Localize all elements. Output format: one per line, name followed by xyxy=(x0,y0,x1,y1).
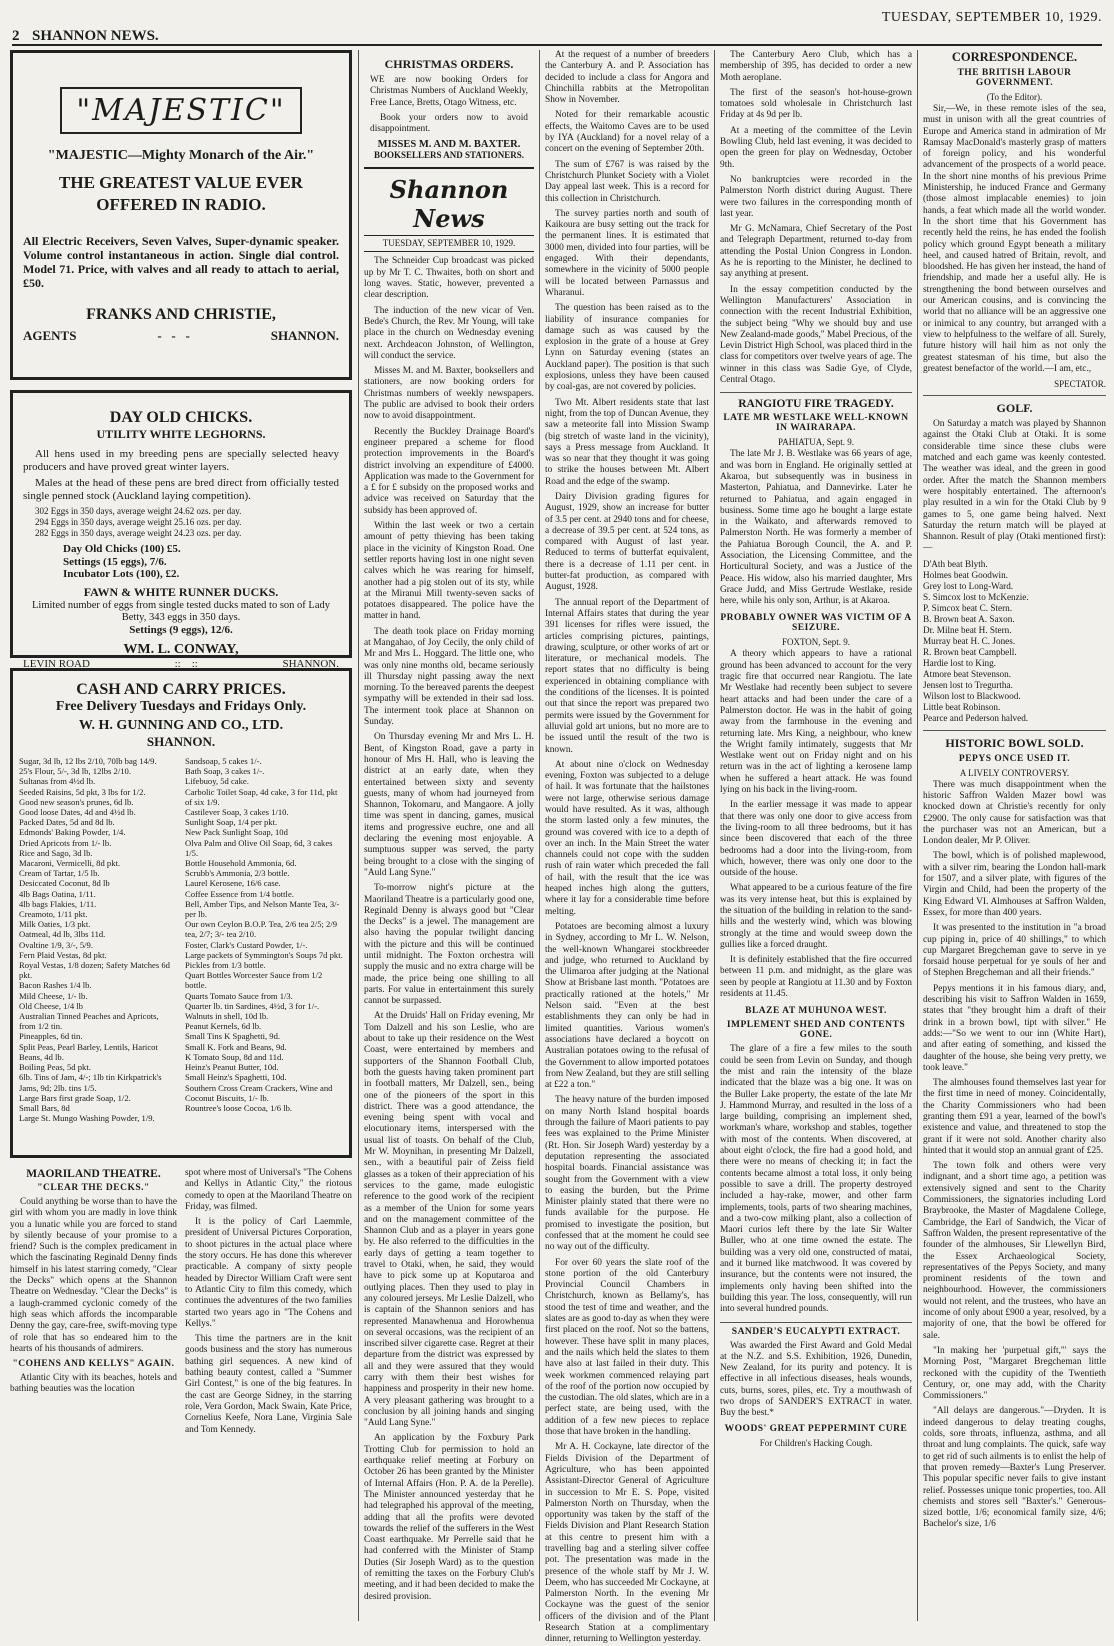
golf-result: P. Simcox beat C. Stern. xyxy=(923,602,1013,613)
owner-dateline: FOXTON, Sept. 9. xyxy=(781,637,851,648)
price-item: Packed Dates, 5d and 8d lb. xyxy=(19,817,115,828)
golf-title: GOLF. xyxy=(923,395,1106,416)
news-paragraph: To-morrow night's picture at the Maoriland Theatre is a particularly good one, Reginald Denny is always good but "Clear the Decks" is a jewel. The management are also having the popular twilight dancing with the picture and this will be continued until midnight. The Foxton orchestra will supply the music and no extra charge will be made, the price being one shilling to all parts. For value in entertainment this surely cannot be surpassed. xyxy=(364,883,534,1007)
price-item: Sugar, 3d lb, 12 lbs 2/10, 70lb bag 14/9. xyxy=(19,756,157,766)
news-paragraph: The death took place on Friday morning at Mangahao, of Joy Cecily, the only child of Mr and Mrs L. Hoggard. The little one, who was only nine months old, became seriously ill Thursday night passing away the next morning. To the bereaved parents the deepest sympathy will be extended in their sad loss. The interment took place at Shannon on Sunday. xyxy=(364,626,534,728)
advertisement-column xyxy=(10,50,352,1621)
price-item: 4lb bags Flakies, 1/11. xyxy=(19,898,97,909)
day-old-chicks-ad xyxy=(10,390,352,670)
majestic-dashes: - - - xyxy=(157,328,190,343)
price-list-left xyxy=(19,756,177,1123)
fire-dateline: PAHIATUA, Sept. 9. xyxy=(778,437,854,448)
news-paragraph: Pepys mentions it in his famous diary, and, describing his visit to Saffron Walden in 1659, states that "they brought him a draft of their drink in a brown bowl, tipt with silver." He adds:—"So we went to our inn (White Hart), and after eating of something, and kissed the daughter of the house, she being very pretty, we took leave." xyxy=(923,983,1106,1073)
news-paragraph: On Thursday evening Mr and Mrs L. H. Bent, of Kingston Road, gave a party in honour of Mrs H. Hall, who is leaving the district at an early date, when they entertained between sixty and seventy guests, many of whom had journeyed from Shannon, Tokomaru, and Mangaore. A jolly time was spent in dancing, games, musical items and progressive euchre, one and all declaring the evening most enjoyable. A sumptuous supper was served, the party being brought to a close with the singing of "Auld Lang Syne." xyxy=(364,732,534,878)
correspondence-subtitle: THE BRITISH LABOUR GOVERNMENT. xyxy=(957,68,1072,88)
price-item: Peanut Kernels, 6d lb. xyxy=(185,1021,262,1032)
eucalypti-body: Was awarded the First Award and Gold Medal at the N.Z. and S.S. Exhibition, 1926, Dunedin, New Zealand, for its purity and potency. It is effective in all infectious diseases, heals wounds, cuts, burns, sores, piles, etc. Try a mouthwash of two drops of SANDER'S EXTRACT in water. Buy the best.* xyxy=(720,1340,912,1419)
news-paragraph: The town folk and others were very indignant, and a short time ago, a petition was extensively signed and sent to the Charity Commissioners, the signatories including Lord Braybrooke, the Master of Magdalene College, Cambridge, the Earl of Sandwich, the Vicar of Saffron Walden, the present representative of the founder of the almhouses, Sir Llewellyn Bird, the Essex Archaeological Society, representatives of the Pepys Society, and many prominent residents of the town and neighbourhood. However, the commissioners would not relent, and the trustees, who have an income of only about £900 a year, resolved, by a majority of one, that the bowl be offered for sale. xyxy=(923,1161,1106,1341)
news-paragraph: The late Mr J. B. Westlake was 66 years of age, and was born in England. He originally settled at Akaroa, but subsequently was in business in Masterton, Pahiatua, and Dannevirke. Later he returned to Pahiatua, and again engaged in business. Some time ago he bought a large estate in the Waikato, and afterwards removed to Palmerston North. He was formerly a member of the Pahiatua Borough Council, the A. and P. Association, the Licensing Committee, and the Horticultural Society, and was a Justice of the Peace. His widow, also his married daughter, Mrs Grace Judd, and Miss Gertrude Westlake, reside here, while his only son, Arthur, is at Akaroa. xyxy=(720,449,912,607)
price-item: Royal Vestas, 1/8 dozen; Safety Matches 6d pkt. xyxy=(19,960,170,981)
price-item: Bacon Rashes 1/4 lb. xyxy=(19,980,92,991)
ducks-price: Settings (9 eggs), 12/6. xyxy=(129,623,233,636)
price-item: Foster, Clark's Custard Powder, 1/-. xyxy=(185,939,308,950)
chicks-owner: WM. L. CONWAY, xyxy=(123,641,239,657)
maoriland-para: Could anything be worse than to have the girl with whom you are madly in love think you a lunatic while you are forced to stand by silently because of your promise to a friend? Such is the complex predicament in which the fascinating Reginald Denny finds himself in his latest starring comedy, "Clear the Decks" which opens at the Shannon Theatre on Wednesday. "Clear the Decks" is a laugh-crammed cyclonic comedy of the high seas which affords the incomparable Denny the gay, care-free, swift-moving type of role that has so endeared him to the hearts of his thousands of admirers. xyxy=(10,1197,177,1354)
price-item: Fern Plaid Vestas, 8d pkt. xyxy=(19,949,107,960)
bowl-title: HISTORIC BOWL SOLD. xyxy=(923,730,1106,751)
price-item: Our own Ceylon B.O.P. Tea, 2/6 tea 2/5; 2/9 tea, 2/7; 3/- tea 2/10. xyxy=(185,919,338,940)
price-item: Bell, Amber Tips, and Nelson Mante Tea, 3/- per lb. xyxy=(185,898,340,920)
cash-firm: W. H. GUNNING AND CO., LTD. xyxy=(78,718,284,733)
christmas-firm: MISSES M. AND M. BAXTER. xyxy=(377,139,521,151)
column-rule xyxy=(358,50,359,1621)
news-paragraph: Misses M. and M. Baxter, booksellers and stationers, are now booking orders for Christmas numbers of weekly newspapers. The public are advised to book their orders now to avoid disappointment. xyxy=(364,366,534,422)
golf-result: Dr. Milne beat H. Stern. xyxy=(923,624,1012,635)
price-item: Scrubb's Ammonia, 2/3 bottle. xyxy=(185,868,290,879)
news-paragraph: Mr A. H. Cockayne, late director of the Fields Division of the Department of Agriculture, who has been appointed Assistant-Director General of Agriculture in succession to Mr E. S. Pope, visited Palmerston North on Thursday, when the opportunity was taken by the staff of the Fields Division and Plant Research Station at this centre to present him with a travelling bag and a sterling silver coffee pot. The presentation was made in the presence of the whole staff by Mr J. W. Deem, who has succeeded Mr Cockayne, at Palmerston North. In the evening Mr Cockayne was the guest of the senior officers of the division and of the Plant Research Station at a complimentary dinner, returning to Wellington yesterday. xyxy=(545,1442,710,1645)
price-item: Small Bars, 8d xyxy=(19,1102,70,1113)
price-item: Pineapples, 6d tin. xyxy=(19,1031,83,1042)
price-item: K Tomato Soup, 8d and 11d. xyxy=(185,1051,284,1062)
news-paragraph: The Canterbury Aero Club, which has a membership of 395, has decided to order a new Moth aeroplane. xyxy=(720,50,912,83)
news-paragraph: The glare of a fire a few miles to the south could be seen from Levin on Sunday, and though the mist and rain the intensity of the blaze indicated that the blaze was a big one. It was on the Buller Lake property, the estate of the late Mr J. Hammond Murray, and resulted in the loss of a large building, comprising an implement shed, workman's whare, workshop and stables, together with most of the contents. When discovered, at about eight o'clock, the fire had a good hold, and there were no means of checking it; in fact the contents became almost a total loss, it only being possible to save a drill. The property destroyed included a hay-rake, mower, and other farm implements, tools, parts of two shearing machines, and a two-cow milking plant, also a collection of Maori curios left there by the late Sir Walter Buller, who at one time owned the estate. The building was a very old one, constructed of matai, and it burned like matchwood. It was covered by insurance, but the contents were not insured, the implements only having been shifted into the building this year. The loss, consequently, will run into several hundred pounds. xyxy=(720,1044,912,1315)
news-paragraph: The question has been raised as to the liability of insurance companies for damage such as was caused by the explosion in the grate of a house at Grey Lynn on Saturday evening (states an Auckland paper). The position is that such explosions, unless they have been caused by coal-gas, are not covered by policies. xyxy=(545,303,709,393)
christmas-orders-ad xyxy=(364,54,534,163)
blaze-subtitle: IMPLEMENT SHED AND CONTENTS GONE. xyxy=(726,1020,906,1041)
cohens-para: spot where most of Universal's "The Cohens and Kellys in Atlantic City," the riotous comedy to open at the Maoriland Theatre on Friday, was filmed. xyxy=(185,1168,352,1212)
golf-result: Atmore beat Stevenson. xyxy=(923,668,1012,679)
issue-date: TUESDAY, SEPTEMBER 10, 1929. xyxy=(881,10,1102,25)
correspondence-title: CORRESPONDENCE. xyxy=(951,50,1078,64)
price-item: Seeded Raisins, 5d pkt, 3 lbs for 1/2. xyxy=(19,786,146,797)
news-paragraph: It is definitely established that the fire occurred between 11 p.m. and midnight, as the glare was seen by people at Rangiotu at 11.30 and by Foxton residents at 11.45. xyxy=(720,955,912,1000)
news-paragraph: The annual report of the Department of Internal Affairs states that during the year 391 licenses for rifles were issued, the articles comprising pictures, paintings, drawing, sculpture, or other works of art or literature, or mechanical models. The report states that no difficulty is being experienced in obtaining compliance with the conditions of the licenses. It is pointed out that since the report was prepared two permits were issued by the Government for alluvial gold art unions, but no more are to be issued until the result of the two is known. xyxy=(545,597,709,755)
golf-result: Little beat Robinson. xyxy=(923,701,1001,712)
golf-body: On Saturday a match was played by Shannon against the Otaki Club at Otaki. It is some considerable time since these clubs were matched and each game was keenly contested. The weather was ideal, and the green in good order. After the match the Shannon members were hospitably entertained. The afternoon's play resulted in a win for the Otaki Club by 9 games to 5, one game being halved. Next Saturday the return match will be played at Shannon. Result of play (Otaki mentioned first):— xyxy=(923,419,1106,554)
price-item: Sandsoap, 5 cakes 1/-. xyxy=(185,756,262,766)
news-paragraph: Mr G. McNamara, Chief Secretary of the Post and Telegraph Department, returned to-day from attending the Postal Union Congress in London. As he is reporting to the Minister, he declined to say anything at present. xyxy=(720,224,912,280)
chicks-prices xyxy=(63,543,339,581)
price-line: Settings (15 eggs), 7/6. xyxy=(63,555,167,568)
nameplate: Shannon News xyxy=(389,175,509,234)
price-item: Mild Cheese, 1/- lb. xyxy=(19,990,88,1001)
eucalypti-title: SANDER'S EUCALYPTI EXTRACT. xyxy=(720,1322,912,1337)
cohens-subtitle: "COHENS AND KELLYS" AGAIN. xyxy=(12,1359,175,1370)
news-paragraph: The heavy nature of the burden imposed on many North Island hospital boards through the failure of Maori patients to pay fees was explained to the Prime Minister (Rt. Hon. Sir Joseph Ward) yesterday by a deputation representing the associated hospital boards. Financial assistance was sought from the Government with a view to easing the burden, but the Prime Minister plainly stated that there were no funds available for the purpose. He promised to investigate the position, but confessed that at the moment he could see no way out of the difficulty. xyxy=(545,1095,709,1253)
majestic-firm: FRANKS AND CHRISTIE, xyxy=(86,306,276,323)
news-paragraph: Recently the Buckley Drainage Board's engineer prepared a scheme for flood protection improvements in the Board's district involving an expenditure of £4000. Application was made to the Government for a £ for £ subsidy on the proposed works and advice was received on Saturday that the subsidy has been approved of. xyxy=(364,426,534,516)
majestic-tagline: "MAJESTIC—Mighty Monarch of the Air." xyxy=(47,148,315,163)
news-paragraph: There was much disappointment when the historic Saffron Walden Mazer bowl was knocked down at Christie's recently for only £2900. The only cause for satisfaction was that the purchaser was not an American, but a London dealer, Mr P. Oliver. xyxy=(923,779,1106,847)
ducks-title: FAWN & WHITE RUNNER DUCKS. xyxy=(83,584,279,599)
price-item: Milk Oaties, 1/3 pkt. xyxy=(19,919,91,930)
price-item: Bottle Household Ammonia, 6d. xyxy=(185,858,297,869)
news-paragraph: An application by the Foxbury Park Trotting Club for permission to hold an earthquake relief meeting at Forbury on October 26 has been granted by the Minister of Internal Affairs (Hon. P. A. de la Perelle). The Minister announced yesterday that he had telegraphed his approval of the meeting, adding that all the profits were devoted towards the relief of the sufferers in the West Coast earthquake. Mr Perrelle said that he had conferred with the Minister of Stamp Duties (Sir Joseph Ward) as to the question of remitting the taxes on the Forbury Club's meeting, and it had been decided to make the desired provision. xyxy=(364,1433,534,1602)
price-item: Desiccated Coconut, 8d lb xyxy=(19,878,110,889)
correspondence-signature: SPECTATOR. xyxy=(1054,379,1106,390)
correspondence-to-editor: (To the Editor). xyxy=(986,92,1043,102)
price-item: Olva Palm and Olive Oil Soap, 6d, 3 cakes 1/5. xyxy=(185,837,333,858)
price-item: Large Bars first grade Soap, 1/2. xyxy=(19,1092,131,1103)
chicks-egg-records xyxy=(35,506,339,539)
price-item: Southern Cross Cream Crackers, Wine and Coconut Biscuits, 1/- lb. xyxy=(185,1082,333,1103)
price-item: Coffee Essence from 1/4 bottle. xyxy=(185,888,294,899)
news-paragraph: The first of the season's hot-house-grown tomatoes sold wholesale in Christchurch last Friday at 4s 9d per lb. xyxy=(720,87,912,121)
majestic-description: All Electric Receivers, Seven Valves, Super-dynamic speaker. Volume control instantaneous in action. Single dial control. Model 71. Price, with valves and all ready to attach to aerial, £50. xyxy=(23,234,339,290)
golf-result: Jensen lost to Tregurtha. xyxy=(923,679,1013,690)
price-item: Macaroni, Vermicelli, 8d pkt. xyxy=(19,858,121,869)
news-paragraph: Within the last week or two a certain amount of petty thieving has been taking place in the vicinity of Kingston Road. One settler reports having lost in one night seven calves which he was rearing for himself, another had a pig stolen out of its sty, while at the Miranui Mill twenty-seven sacks of potatoes disappeared. The police have the matter in hand. xyxy=(364,521,534,622)
news-paragraph: At a meeting of the committee of the Levin Bowling Club, held last evening, it was decided to open the green for play on Wednesday, October 9th. xyxy=(720,125,912,170)
christmas-trade: BOOKSELLERS AND STATIONERS. xyxy=(374,150,524,161)
news-paragraph: What appeared to be a curious feature of the fire was its very intense heat, but this is explained by the situation of the building in relation to the sand-hills and the westerly wind, which was blowing strongly at the time and would sweep down the gullies like a forced draught. xyxy=(720,883,912,950)
price-item: Rountree's loose Cocoa, 1/6 lb. xyxy=(185,1102,293,1113)
maoriland-subtitle: "CLEAR THE DECKS." xyxy=(37,1183,150,1193)
news-paragraph: No bankruptcies were recorded in the Palmerston North district during August. There were two failures in the corresponding month of last year. xyxy=(720,174,912,219)
christmas-title: CHRISTMAS ORDERS. xyxy=(384,57,514,71)
price-item: Australian Tinned Peaches and Apricots, from 1/2 tin. xyxy=(19,1011,159,1032)
price-item: Quart Bottles Worcester Sauce from 1/2 bottle. xyxy=(185,970,323,991)
price-item: Walnuts in shell, 10d lb. xyxy=(185,1011,269,1022)
egg-record: 294 Eggs in 350 days, average weight 25.16 ozs. per day. xyxy=(35,517,242,527)
price-item: Lifebuoy, 5d cake. xyxy=(185,776,249,787)
price-item: Ovaltine 1/9, 3/-, 5/9. xyxy=(19,939,93,950)
cash-town: SHANNON. xyxy=(146,734,216,749)
cash-carry-ad xyxy=(10,668,352,1158)
golf-result: B. Brown beat A. Saxon. xyxy=(923,613,1015,624)
price-item: Small Tins K Spaghetti, 9d. xyxy=(185,1031,281,1042)
news-paragraph: The survey parties north and south of Kaikoura are busy setting out the track for the permanent lines. It is estimated that 3000 men, divided into four parties, will be engaged. With their dependants, somewhere in the vicinity of 5000 people will be located between Parnassus and Wharanui. xyxy=(545,208,709,298)
price-item: Bath Soap, 3 cakes 1/-. xyxy=(185,766,265,777)
price-item: Sunlight Soap, 1/4 per pkt. xyxy=(185,817,278,828)
golf-result: D'Ath beat Blyth. xyxy=(923,558,988,569)
news-paragraph: In the earlier message it was made to appear that there was only one door to give access from the living-room to all three bedrooms, but it has since been discovered that each of the three bedrooms had a door into the living-room, from which, however, there was only one door to the outside of the house. xyxy=(720,800,912,879)
majestic-radio-ad xyxy=(10,50,352,380)
news-column-3 xyxy=(364,50,534,1621)
price-item: Rice and Sago, 3d lb. xyxy=(19,847,93,858)
price-item: Pickles from 1/3 bottle. xyxy=(185,960,266,971)
cohens-para: It is the policy of Carl Laemmle, president of Universal Pictures Corporation, to shoot pictures in the actual place where the story occurs. He has done this wherever practicable. A company of sixty people headed by Director William Craft were sent to Atlantic City to film this comedy, which continues the adventures of the two families started two years ago in "The Cohens and Kellys." xyxy=(185,1217,352,1329)
news-paragraph: Two Mt. Albert residents state that last night, from the top of Duncan Avenue, they saw a meteorite fall into Mission Swamp (big stretch of waste land in the vicinity), says a Press message from Auckland. It was so near that they thought it was going to strike the houses between Mt. Albert Road and the edge of the swamp. xyxy=(545,397,709,487)
price-item: Cream of Tartar, 1/5 lb. xyxy=(19,868,100,879)
news-column-5 xyxy=(720,50,912,1621)
golf-result: Hardie lost to King. xyxy=(923,657,996,668)
woods-title: WOODS' GREAT PEPPERMINT CURE xyxy=(724,1423,908,1434)
price-item: Large St. Mungo Washing Powder, 1/9. xyxy=(19,1113,155,1124)
majestic-agents: AGENTS xyxy=(23,328,77,343)
price-item: Quarter lb. tin Sardines, 4½d, 3 for 1/-. xyxy=(185,1000,320,1011)
news-paragraph: "All delays are dangerous."—Dryden. It is indeed dangerous to delay treating coughs, colds, sore throats, influenza, asthma, and all throat and lung complaints. The quick, safe way to get rid of such ailments is to enlist the help of that proven remedy—Baxter's Lung Preserver. This popular specific never fails to give instant relief. Possesses unique tonic properties, too. All chemists and stores sell "Baxter's." Generous-sized bottle, 1/6; economical family size, 4/6; Bachelor's size, 1/6 xyxy=(923,1406,1106,1530)
address-road: LEVIN ROAD xyxy=(23,657,90,670)
bowl-subtitle-2: A LIVELY CONTROVERSY. xyxy=(959,767,1070,778)
column-rule xyxy=(714,50,715,1621)
news-paragraph: Dairy Division grading figures for August, 1929, show an increase for butter of 3.5 per cent. at 2940 tons and for cheese, a decrease of 39.5 per cent. at 524 tons, as compared with August of last year. Reduced to terms of butterfat equivalent, there is a decrease of 1.11 per cent. in butter-fat production, as compared with August, 1928. xyxy=(545,491,709,593)
golf-result: S. Simcox lost to McKenzie. xyxy=(923,591,1029,602)
news-paragraph: Potatoes are becoming almost a luxury in Sydney, according to Mr L. W. Nelson, the well-known Whangarei stockbreeder and judge, who returned to Auckland by the Ulimaroa after judging at the National Show at Brisbane last month. "Potatoes are practically rationed at the hotels," Mr Nelson said. "Even at the best establishments they can only be had in limited quantities. Various women's associations have declared a boycott on Australian potatoes owing to the refusal of the Government to allow imported potatoes from New Zealand, but they are still selling at £22 a ton." xyxy=(545,921,709,1091)
blaze-title: BLAZE AT MUHUNOA WEST. xyxy=(745,1006,887,1017)
maoriland-title: MAORILAND THEATRE. xyxy=(26,1168,161,1180)
news-paragraph: The induction of the new vicar of Ven. Bede's Church, the Rev. Mr Young, will take place in the church on Wednesday evening next. Archdeacon Johnston, of Wellington, will conduct the service. xyxy=(364,305,534,361)
masthead xyxy=(12,8,1102,46)
price-item: 6lb. Tins of Jam, 4/-; 1lb tin Kirkpatrick's Jams, 9d; 2lb. tins 1/5. xyxy=(19,1072,162,1093)
golf-result: Murray beat H. C. Jones. xyxy=(923,635,1016,646)
majestic-headline: THE GREATEST VALUE EVER OFFERED IN RADIO. xyxy=(59,173,303,214)
news-paragraph: The bowl, which is of polished maplewood, with a silver rim, bearing the London hall-mark for 1507, and a silver plate, with figures of the Virgin and Child, had been the property of the King Edward VI. Almhouses at Saffron Walden, Essex, for more than 400 years. xyxy=(923,851,1106,918)
news-paragraph: At about nine o'clock on Wednesday evening, Foxton was subjected to a deluge of hail. It was fortunate that the hailstones were not large, otherwise serious damage would have resulted. As it was, although the storm lasted only a few minutes, the ground was covered with ice to a depth of over an inch. In the Main Street the water channels could not cope with the sudden rush of rain water which preceded the fall of hail, with the result that the ice was heaped inches high along the gutters, where it lay for a considerable time before melting. xyxy=(545,759,709,917)
news-paragraph: The sum of £767 is was raised by the Christchurch Plunket Society with a Violet Day appeal last week. This is a record for this collection in Christchurch. xyxy=(545,159,709,204)
price-item: Small Heinz's Spaghetti, 10d. xyxy=(185,1072,287,1083)
fire-subtitle: LATE MR WESTLAKE WELL-KNOWN IN WAIRARAPA. xyxy=(723,413,909,434)
price-item: Good loose Dates, 4d and 4½d lb. xyxy=(19,807,136,818)
news-paragraph: At the request of a number of breeders the Canterbury A. and P. Association has decided to include a class for Angora and Chinchilla rabbits at the Metropolitan Show in November. xyxy=(545,50,709,106)
chicks-address: LEVIN ROAD :: :: SHANNON. xyxy=(23,657,339,670)
price-line: Incubator Lots (100), £2. xyxy=(63,568,180,580)
price-item: Heinz's Peanut Butter, 10d. xyxy=(185,1062,279,1073)
woods-subtitle: For Children's Hacking Cough. xyxy=(759,1437,873,1448)
price-item: Oatmeal, 4d lb, 3lbs 11d. xyxy=(19,929,106,940)
nameplate-box xyxy=(364,167,534,252)
price-item: Edmonds' Baking Powder, 1/4. xyxy=(19,827,126,838)
price-item: Creamoto, 1/11 pkt. xyxy=(19,909,88,920)
majestic-logo: "MAJESTIC" xyxy=(23,87,339,134)
christmas-body: WE are now booking Orders for Christmas Numbers of Auckland Weekly, Free Lance, Bretts, Otago Witness, etc. xyxy=(370,75,528,108)
price-item: Large packets of Symmington's Soups 7d pkt. xyxy=(185,949,343,960)
price-item: 25's Flour, 5/-, 3d lb, 12lbs 2/10. xyxy=(19,766,131,777)
price-item: Split Peas, Pearl Barley, Lentils, Haricot Beans, 4d lb. xyxy=(19,1041,158,1062)
news-column-6 xyxy=(923,50,1106,1621)
price-item: Old Cheese, 1/4 lb xyxy=(19,1000,83,1011)
golf-result: Grey lost to Long-Ward. xyxy=(923,580,1014,591)
chicks-title: DAY OLD CHICKS. xyxy=(109,409,253,426)
price-item: Sultanas from 4½d lb. xyxy=(19,776,96,787)
news-paragraph: "In making her 'purpetual gift,'" says the Morning Post, "Margaret Bregcheman little reckoned with the cupidity of the Twentieth Century, or, one may add, with the Charity Commissioners." xyxy=(923,1345,1106,1402)
column-rule xyxy=(539,50,540,1621)
egg-record: 302 Eggs in 350 days, average weight 24.62 ozs. per day. xyxy=(35,506,242,516)
address-town: SHANNON. xyxy=(282,657,339,670)
price-line: Day Old Chicks (100) £5. xyxy=(63,543,181,555)
price-item: New Pack Sunlight Soap, 10d xyxy=(185,827,288,838)
owner-title: PROBABLY OWNER WAS VICTIM OF A SEIZURE. xyxy=(720,613,912,634)
cash-subtitle: Free Delivery Tuesdays and Fridays Only. xyxy=(55,699,307,714)
news-paragraph: For over 60 years the slate roof of the stone portion of the old Canterbury Provincial Council Chambers in Christchurch, known as Bellamy's, has stood the test of time and weather, and the slates are as good to-day as when they were first placed on the roof. Not so the battens, however. These have split in many places, and the nails which held the slates to them have also at last failed in their duty. This week workmen commenced relaying part of the roof of the portion now occupied by the custodian. The old slates, which are in a perfect state, are being used, with the addition of a few new pieces to replace those that have broken in the handling. xyxy=(545,1257,710,1438)
chicks-breeding-text: All hens used in my breeding pens are specially selected heavy producers and have proved great winter layers. xyxy=(23,448,339,473)
news-paragraph: In the essay competition conducted by the Wellington Manufacturers' Association in connection with the recent Industrial Exhibition, the subject being "Why we should buy and use New Zealand-made goods," Mabel Precious, of the Levin District High School, was placed third in the class for competitors over twelve years of age. The winner in this class was Sadie Gye, of Clyde, Central Otago. xyxy=(720,284,912,386)
paper-name: SHANNON NEWS. xyxy=(32,28,159,44)
correspondence-body: Sir,—We, in these remote isles of the sea, must in unison with all the great countries of Europe and America stand in admiration of Mr Ramsay MacDonald's masterly grasp of matters of foreign policy, and his wonderful advancement of the prospects of a world peace. In the short nine months of his previous Prime Ministership, he induced France and Germany (those almost implacable enemies) to join hands, a feat which made all the world wonder. In the short time that his Government has recently held the reins, he has ended the foolish policy which ground Egypt beneath a military heel, and caused hatred of Britain, revolt, and bloodshed. He has given her instead, the hand of friendship, and made her a useful ally. He is strengthening the bond between ourselves and our American cousins, and is convincing the world that no alliance will be an aggressive one or inimical to any country, but arranged with a view to helpfulness to the welfare of all. Surely, future history will hail him as not only the greatest statesman of his time, but also the greatest benefactor of the world.—I am, etc., xyxy=(923,104,1106,374)
egg-record: 282 Eggs in 350 days, average weight 24.23 ozs. per day. xyxy=(35,528,242,538)
cohens-para: This time the partners are in the knit goods business and the story has numerous bathing girl sequences. A new kind of bathing beauty contest, called a "Summer Girl Contest," is one of the big features. In the cast are George Sidney, in the starring role, Vera Gordon, Mack Swain, Kate Price, Cornelius Keefe, Nora Lane, Virginia Sale and Tom Kennedy. xyxy=(185,1334,352,1435)
cash-title: CASH AND CARRY PRICES. xyxy=(76,681,286,698)
news-paragraph: A theory which appears to have a rational ground has been advanced to account for the very tragic fire that occurred near Rangiotu. The late Mr Westlake had recently been subject to severe heart attacks and had been under the care of a Palmerston doctor. He was in the habit of going away from the farmhouse in the evening and returning late. Mrs King, a neighbour, who knew the Wright family intimately, suggests that Mr Westlake went out on Friday night and on his return was in the act of lighting a kerosene lamp when he suffered a heart attack. He was found lying on his back in the living-room. xyxy=(720,649,912,796)
news-paragraph: The almhouses found themselves last year for the first time in need of money. Coincidentally, the Charity Commissioners who had been granting them £91 a year, learned of the bowl's existence and value, and threatened to stop the grant if it were not sold. Another charity also hinted that it would stop an annual grant of £25. xyxy=(923,1078,1106,1156)
price-item: Castilever Soap, 3 cakes 1/10. xyxy=(185,807,289,818)
bowl-subtitle: PEPYS ONCE USED IT. xyxy=(958,753,1071,764)
column-rule xyxy=(917,50,918,1621)
majestic-town: SHANNON. xyxy=(270,328,339,343)
price-item: Quarts Tomato Sauce from 1/3. xyxy=(185,990,293,1001)
page-number: 2 xyxy=(12,28,20,44)
theatre-section xyxy=(10,1168,352,1440)
nameplate-date: TUESDAY, SEPTEMBER 10, 1929. xyxy=(364,235,534,251)
golf-result: R. Brown beat Campbell. xyxy=(923,646,1017,657)
news-paragraph: The Schneider Cup broadcast was picked up by Mr T. C. Thwaites, both on short and long waves. Static, however, prevented a clear description. xyxy=(364,256,534,301)
news-column-4 xyxy=(545,50,710,1645)
price-item: Dried Apricots from 1/- lb. xyxy=(19,837,112,848)
golf-result: Pearce and Pederson halved. xyxy=(923,712,1029,723)
chicks-subtitle: UTILITY WHITE LEGHORNS. xyxy=(96,427,266,441)
christmas-note: Book your orders now to avoid disappointment. xyxy=(370,112,528,135)
price-item: Carbolic Toilet Soap, 4d cake, 3 for 11d, pkt of six 1/9. xyxy=(185,786,338,807)
price-item: Laurel Kerosene, 16/6 case. xyxy=(185,878,281,889)
news-paragraph: At the Druids' Hall on Friday evening, Mr Tom Dalzell and his son Leslie, who are about to take up their residence on the West Coast, were entertained by members and supporters of the Shannon Football Club, both the guests having taken prominent part in football matters, Mr Dalzell, sen., being one of the pioneers of the sport in this district. There was a good attendance, the evening being spent with vocal and elocutionary items, interspersed with the usual list of toasts. On behalf of the Club, Mr W. Moynihan, in presenting Mr Dalzell, sen., with a beautiful pair of Zeiss field glasses as a token of their appreciation of his services to the game, made eulogistic reference to the good work of the recipient as a member of the Union for some years and on the management committee of the Shannon Club and as a player in years gone by. He also referred to the difficulties in the early days of getting a team together to travel to Otaki, when, he said, they would have to pick some up at Koputaroa and outlying places. Then they used to play in any coloured jerseys. Mr Leslie Dalzell, who is captain of the Shannon seniors and has represented Manawhenua and Horowhenua on several occasions, was the recipient of an inscribed silver cigarette case. Regret at their departure from the district was expressed by all and they were assured that they would carry with them their best wishes for happiness and prosperity in their new home. A very pleasant gathering was brought to a conclusion by all joining hands and singing "Auld Lang Syne." xyxy=(364,1011,534,1429)
price-item: 4lb Bags Oatina, 1/11. xyxy=(19,888,96,899)
ducks-body: Limited number of eggs from single tested ducks mated to son of Lady Betty, 343 eggs in 350 days. xyxy=(31,599,331,623)
price-item: Small K. Fork and Beans, 9d. xyxy=(185,1041,287,1052)
news-paragraph: It was presented to the institution in "a broad cup piping in, price of 40 shillings," to which cup Margaret Bregcheman gave to serve in ye forsaid house perpetual for ye souls of her and of Stephen Bregcheman and all their friends." xyxy=(923,923,1106,979)
price-item: Boiling Peas, 5d pkt. xyxy=(19,1062,91,1073)
cohens-para: Atlantic City with its beaches, hotels and bathing beauties was the location xyxy=(10,1373,177,1395)
golf-result: Holmes beat Goodwin. xyxy=(923,569,1008,580)
price-list-right xyxy=(185,756,343,1123)
golf-results xyxy=(923,559,1106,724)
price-item: Good new season's prunes, 6d lb. xyxy=(19,796,134,807)
news-paragraph: Noted for their remarkable acoustic effects, the Waitomo Caves are to be used by IYA (Auckland) for a novel relay of a concert on the evening of September 20th. xyxy=(545,110,709,155)
golf-result: Wilson lost to Blackwood. xyxy=(923,690,1021,701)
fire-title: RANGIOTU FIRE TRAGEDY. xyxy=(720,392,912,410)
chicks-males-text: Males at the head of these pens are bred direct from officially tested single penned stock (Auckland laying competition). xyxy=(23,477,339,502)
